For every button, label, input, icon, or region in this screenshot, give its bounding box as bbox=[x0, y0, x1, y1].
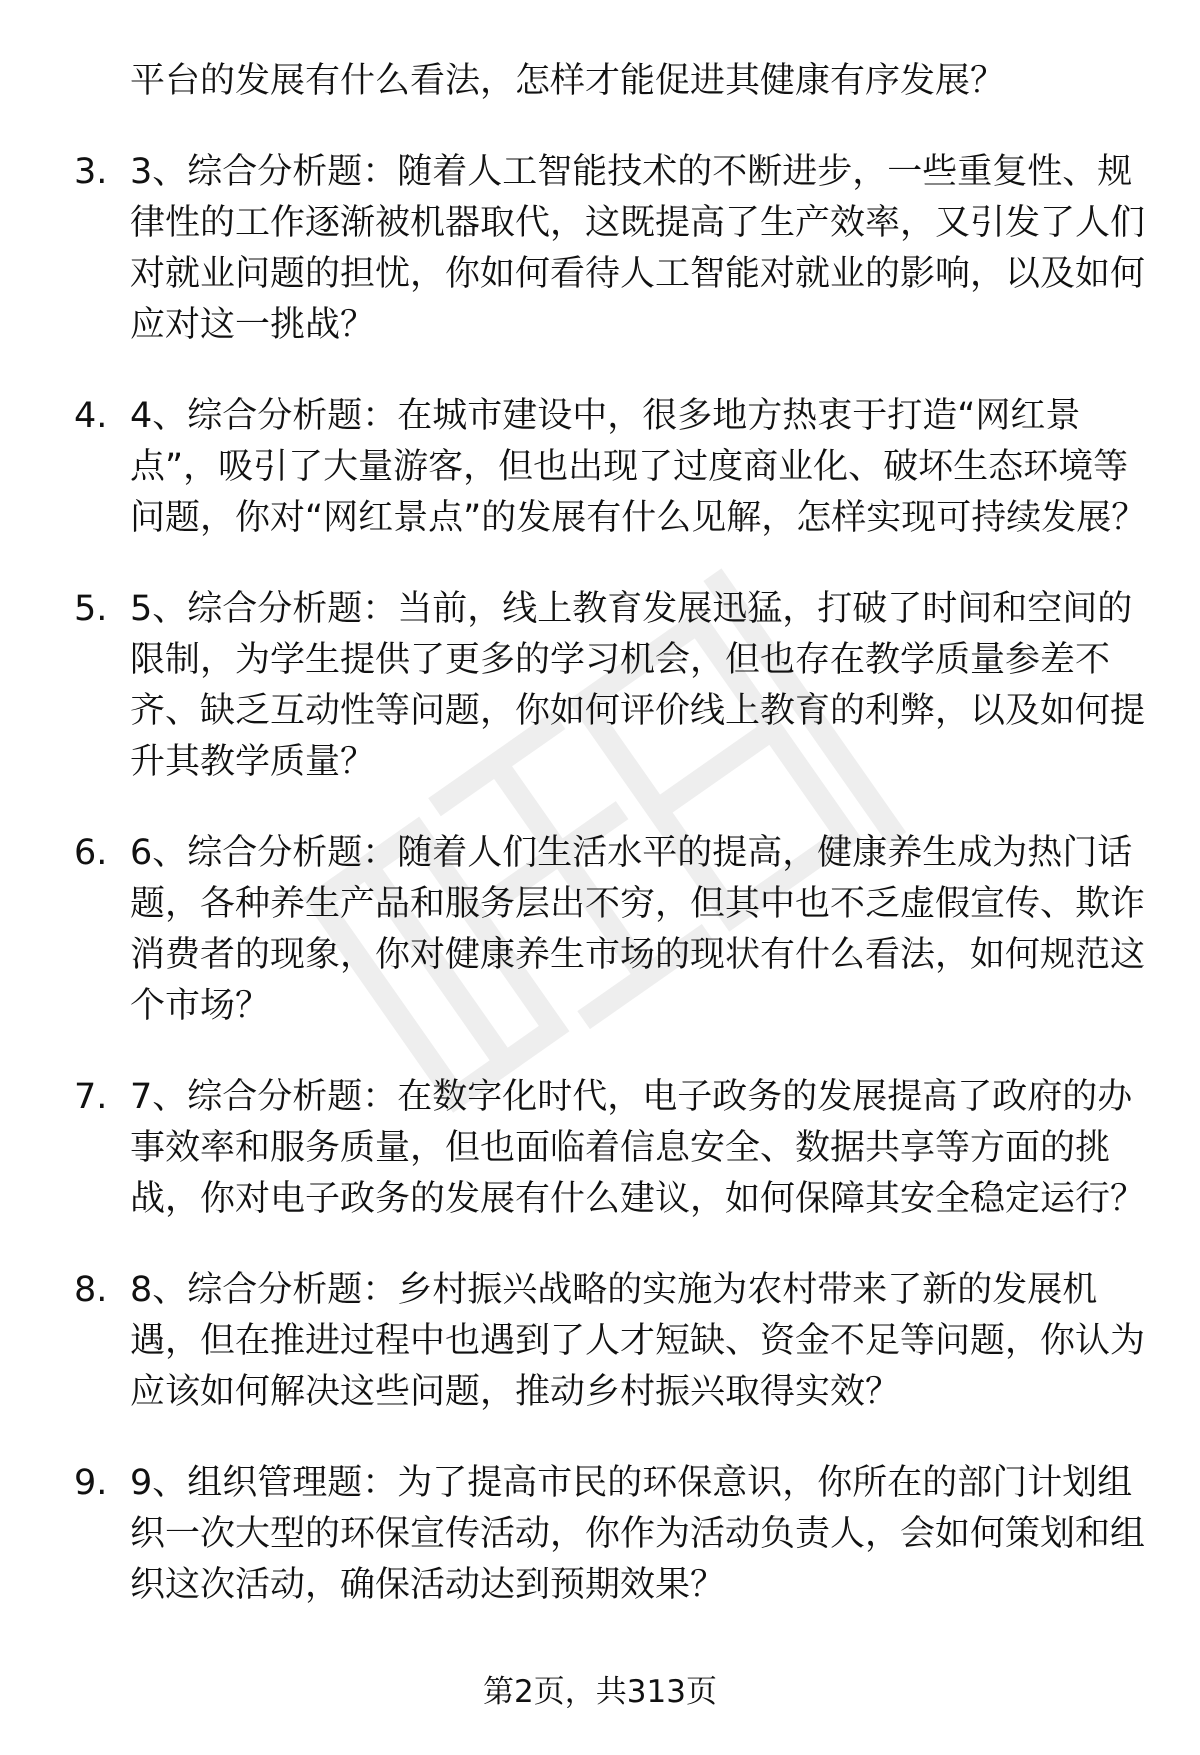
list-item-number: 8. bbox=[74, 1270, 108, 1310]
list-item-text: 3、综合分析题：随着人工智能技术的不断进步，一些重复性、规律性的工作逐渐被机器取代，这既提高了生产效率，又引发了人们对就业问题的担忧，你如何看待人工智能对就业的影响，以及如何应对这一挑战？ bbox=[130, 152, 1146, 345]
list-item-number: 5. bbox=[74, 589, 108, 629]
list-item-text: 9、组织管理题：为了提高市民的环保意识，你所在的部门计划组织一次大型的环保宣传活动，你作为活动负责人，会如何策划和组织这次活动，确保活动达到预期效果？ bbox=[130, 1463, 1146, 1605]
document-body bbox=[0, 56, 1200, 1611]
list-item bbox=[0, 147, 1200, 351]
list-item-number: 6. bbox=[74, 833, 108, 873]
list-item-number: 7. bbox=[74, 1077, 108, 1117]
list-item-number: 3. bbox=[74, 152, 108, 192]
list-item bbox=[0, 1072, 1200, 1225]
list-item-text: 7、综合分析题：在数字化时代，电子政务的发展提高了政府的办事效率和服务质量，但也面临着信息安全、数据共享等方面的挑战，你对电子政务的发展有什么建议，如何保障其安全稳定运行？ bbox=[130, 1077, 1146, 1219]
continuation-paragraph: 平台的发展有什么看法，怎样才能促进其健康有序发展？ bbox=[130, 61, 1006, 101]
list-item bbox=[0, 391, 1200, 544]
list-item-number: 4. bbox=[74, 396, 108, 436]
page-footer: 第2页，共313页 bbox=[483, 1674, 717, 1710]
list-item bbox=[0, 1458, 1200, 1611]
question-list bbox=[0, 147, 1200, 1611]
list-item-text: 5、综合分析题：当前，线上教育发展迅猛，打破了时间和空间的限制，为学生提供了更多的学习机会，但也存在教学质量参差不齐、缺乏互动性等问题，你如何评价线上教育的利弊，以及如何提升其教学质量？ bbox=[130, 589, 1146, 782]
list-item bbox=[0, 1265, 1200, 1418]
list-item-text: 6、综合分析题：随着人们生活水平的提高，健康养生成为热门话题，各种养生产品和服务层出不穷，但其中也不乏虚假宣传、欺诈消费者的现象，你对健康养生市场的现状有什么看法，如何规范这个市场？ bbox=[130, 833, 1146, 1026]
list-item bbox=[0, 584, 1200, 788]
list-item-text: 4、综合分析题：在城市建设中，很多地方热衷于打造“网红景点”，吸引了大量游客，但也出现了过度商业化、破坏生态环境等问题，你对“网红景点”的发展有什么见解，怎样实现可持续发展？ bbox=[130, 396, 1147, 538]
list-item bbox=[0, 828, 1200, 1032]
list-item-text: 8、综合分析题：乡村振兴战略的实施为农村带来了新的发展机遇，但在推进过程中也遇到了人才短缺、资金不足等问题，你认为应该如何解决这些问题，推动乡村振兴取得实效？ bbox=[130, 1270, 1146, 1412]
list-item-number: 9. bbox=[74, 1463, 108, 1503]
